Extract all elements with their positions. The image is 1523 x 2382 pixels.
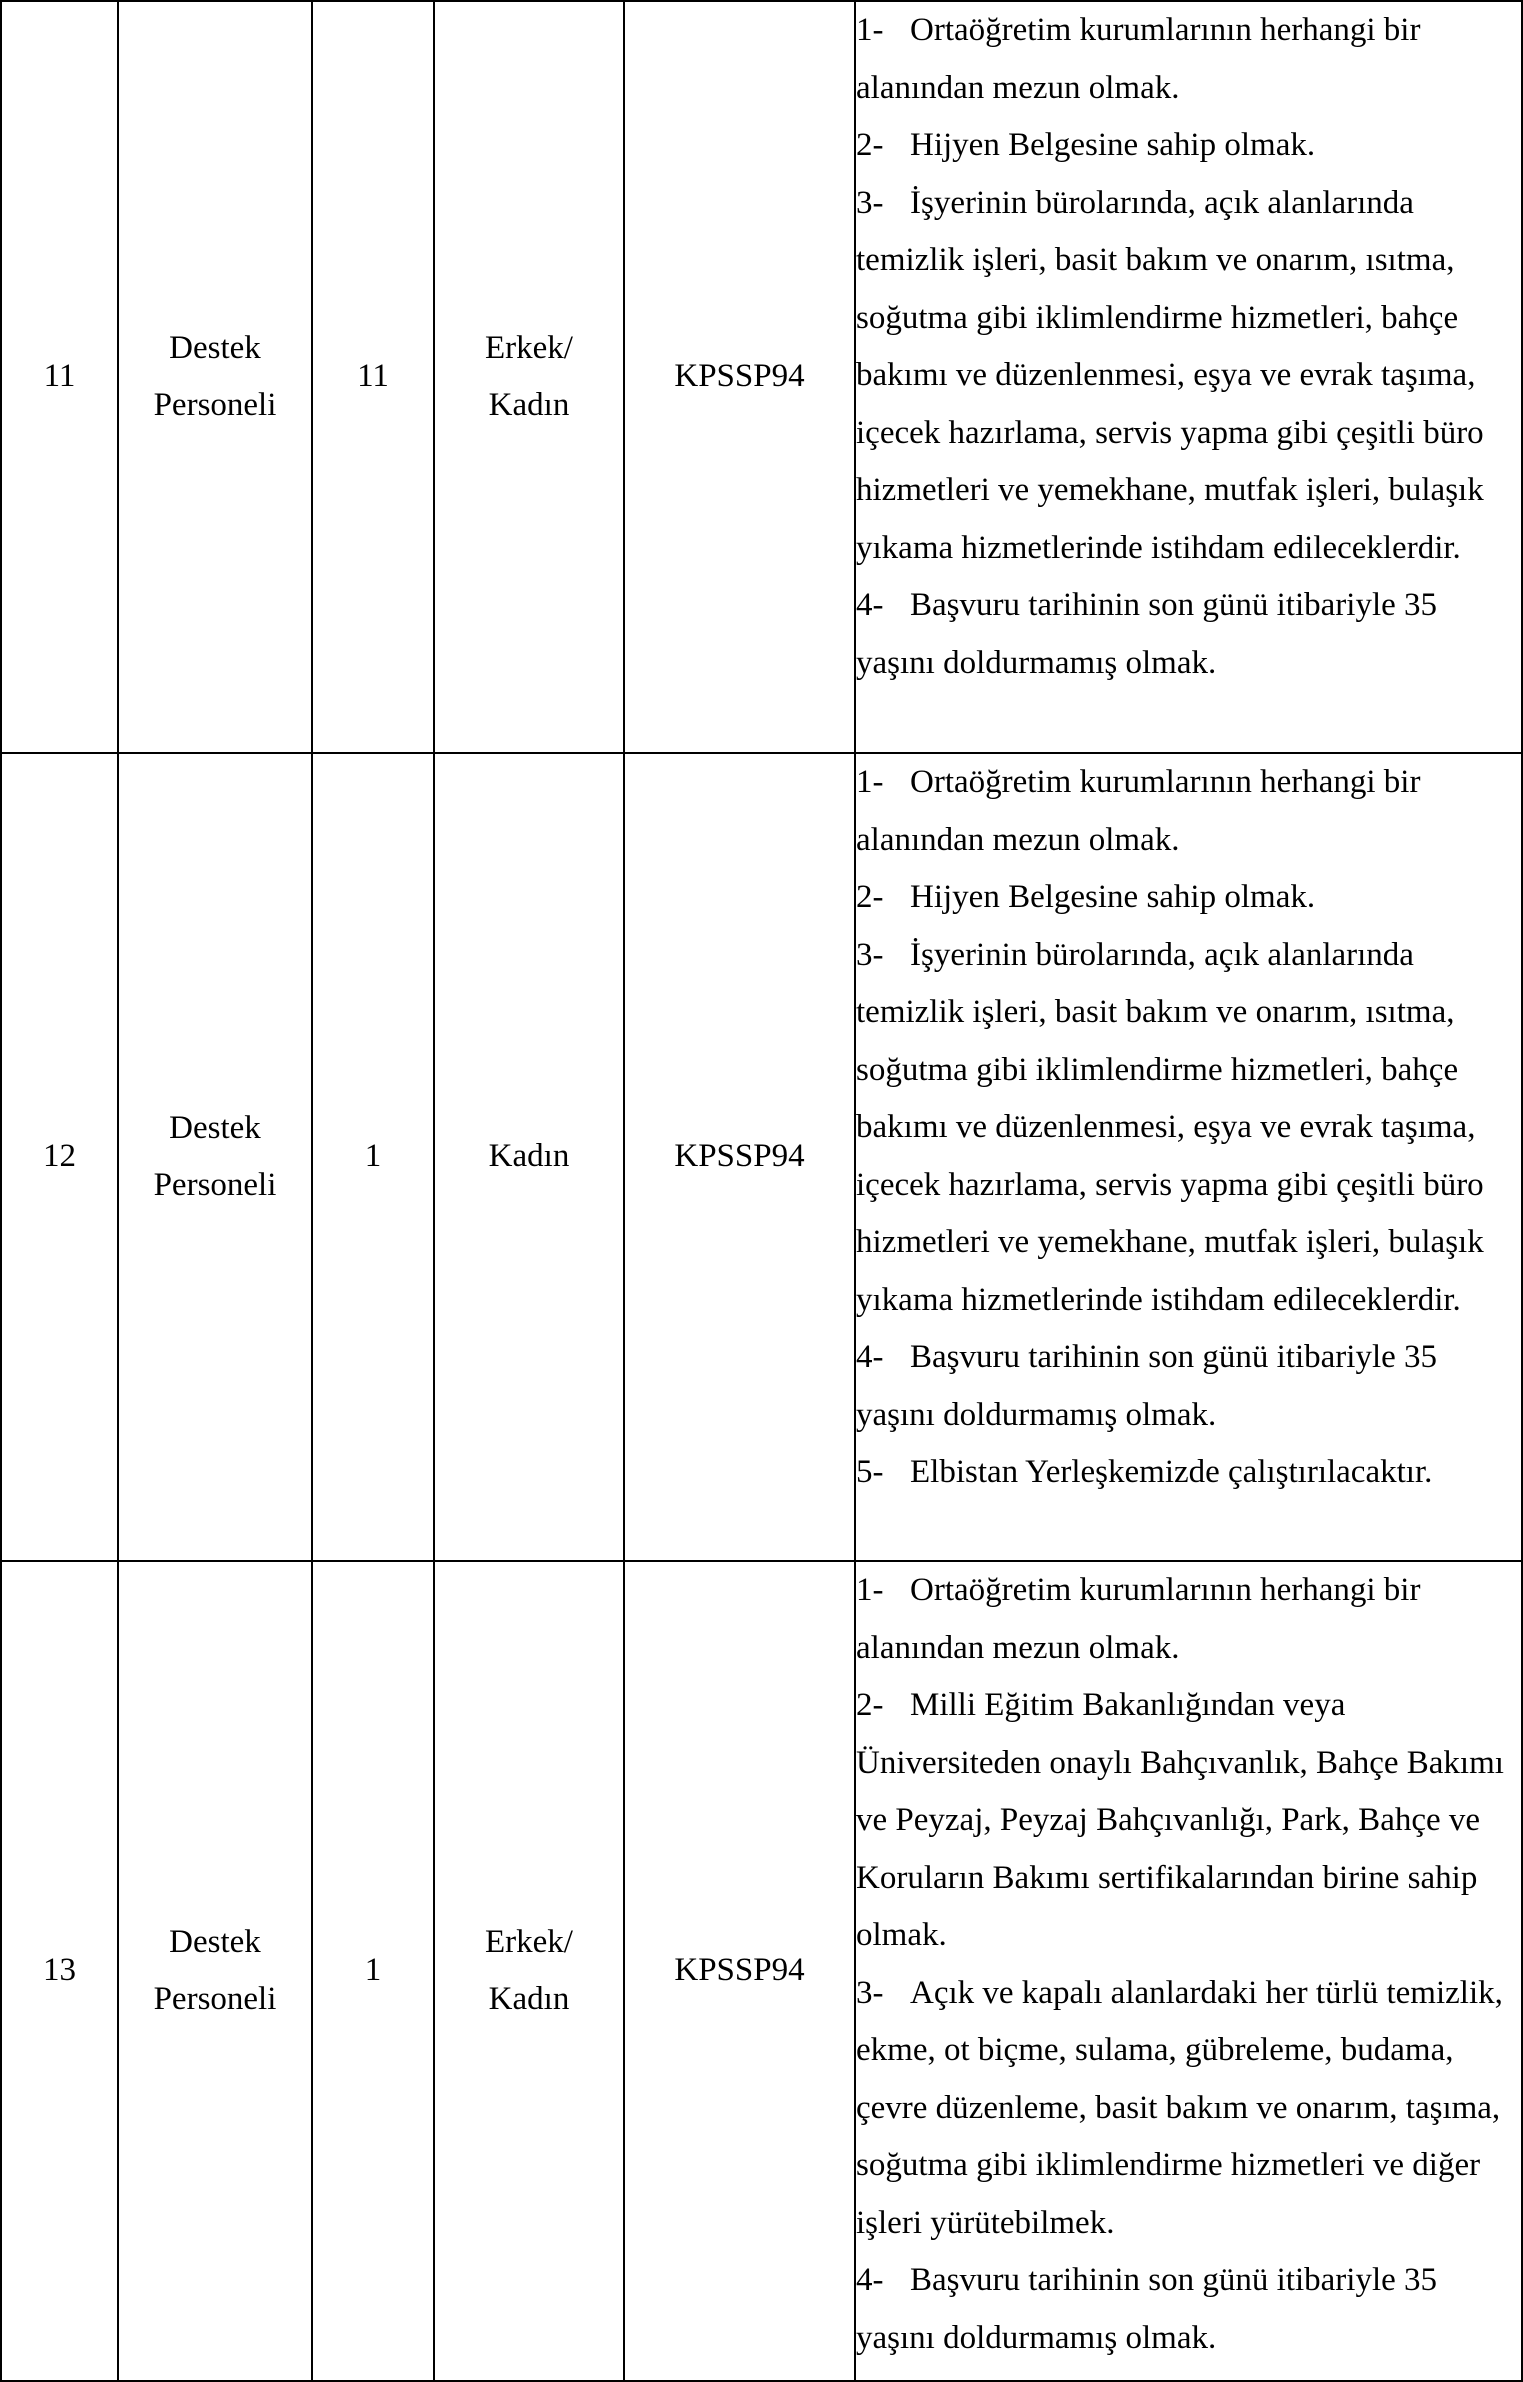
table-row (1, 753, 1522, 1561)
position-requirements (855, 753, 1522, 1561)
position-requirements (855, 1, 1522, 753)
requirement-text: Ortaöğretim kurumlarının herhangi bir alanından mezun olmak. (856, 764, 1421, 858)
position-count: 1 (312, 753, 434, 1561)
position-gender-line2: Kadın (488, 1981, 570, 2017)
requirement-item (856, 2, 1521, 117)
requirement-number: 2- (856, 127, 884, 163)
requirement-text: Ortaöğretim kurumlarının herhangi bir alanından mezun olmak. (856, 12, 1421, 106)
requirement-text: Başvuru tarihinin son günü itibariyle 35 yaşını doldurmamış olmak. (856, 587, 1438, 681)
requirement-item (856, 754, 1521, 869)
requirements-list (856, 2, 1521, 692)
position-gender-line1: Erkek/ (485, 1923, 573, 1960)
requirement-item (856, 175, 1521, 578)
requirement-text: Hijyen Belgesine sahip olmak. (910, 879, 1316, 915)
requirement-number: 1- (856, 764, 884, 800)
requirement-number: 1- (856, 12, 884, 48)
position-gender (434, 753, 624, 1561)
requirement-text: İşyerinin bürolarında, açık alanlarında temizlik işleri, basit bakım ve onarım, ısıtma, soğutma gibi iklimlendirme hizmetleri, bahçe bakımı ve düzenlenmesi, eşya ve evrak taşıma, içecek hazırlama, servis yapma gibi çeşitli büro hizmetleri ve yemekhane, mutfak işleri, bulaşık yıkama hizmetlerinde istihdam edileceklerdir. (856, 184, 1484, 566)
position-gender-line2: Kadın (488, 387, 570, 423)
requirement-item (856, 577, 1521, 692)
position-title-line2: Personeli (153, 1981, 277, 2017)
position-gender (434, 1561, 624, 2381)
position-requirements (855, 1561, 1522, 2381)
requirement-number: 1- (856, 1572, 884, 1608)
position-title (118, 753, 312, 1561)
position-title-line2: Personeli (153, 387, 277, 423)
requirement-item (856, 1329, 1521, 1444)
requirements-list (856, 754, 1521, 1502)
position-title-line1: Destek (169, 1109, 261, 1146)
requirement-item (856, 927, 1521, 1330)
position-title-line1: Destek (169, 329, 261, 366)
position-number: 13 (1, 1561, 118, 2381)
requirement-text: Milli Eğitim Bakanlığından veya Üniversiteden onaylı Bahçıvanlık, Bahçe Bakımı ve Peyzaj, Peyzaj Bahçıvanlığı, Park, Bahçe ve Koruların Bakımı sertifikalarından birine sahip olmak. (856, 1687, 1504, 1953)
position-title-line2: Personeli (153, 1167, 277, 1203)
position-title (118, 1561, 312, 2381)
requirement-number: 4- (856, 587, 884, 623)
position-gender-line1: Erkek/ (485, 329, 573, 366)
position-title-line1: Destek (169, 1923, 261, 1960)
requirement-item (856, 117, 1521, 175)
requirement-text: Hijyen Belgesine sahip olmak. (910, 127, 1316, 163)
requirement-number: 3- (856, 1974, 884, 2011)
position-score-type: KPSSP94 (624, 1561, 855, 2381)
position-score-type: KPSSP94 (624, 1, 855, 753)
position-gender (434, 1, 624, 753)
requirement-item (856, 869, 1521, 927)
requirement-number: 4- (856, 1339, 884, 1375)
requirement-item (856, 1965, 1521, 2253)
requirement-number: 3- (856, 184, 884, 221)
requirement-text: Başvuru tarihinin son günü itibariyle 35 yaşını doldurmamış olmak. (856, 2262, 1438, 2356)
requirement-text: Başvuru tarihinin son günü itibariyle 35 yaşını doldurmamış olmak. (856, 1339, 1438, 1433)
table-row (1, 1561, 1522, 2381)
position-score-type: KPSSP94 (624, 753, 855, 1561)
requirement-number: 5- (856, 1454, 884, 1490)
position-count: 11 (312, 1, 434, 753)
requirement-item (856, 1562, 1521, 1677)
requirement-item (856, 2252, 1521, 2367)
requirement-number: 2- (856, 1687, 884, 1723)
requirement-text: Açık ve kapalı alanlardaki her türlü temizlik, ekme, ot biçme, sulama, gübreleme, budama, çevre düzenleme, basit bakım ve onarım, taşıma, soğutma gibi iklimlendirme hizmetleri ve diğer işleri yürütebilmek. (856, 1974, 1503, 2241)
position-count: 1 (312, 1561, 434, 2381)
requirement-number: 4- (856, 2262, 884, 2298)
requirement-number: 2- (856, 879, 884, 915)
position-title (118, 1, 312, 753)
requirement-number: 3- (856, 936, 884, 973)
requirements-list (856, 1562, 1521, 2367)
requirement-item (856, 1677, 1521, 1965)
position-gender-line1: Kadın (488, 1138, 570, 1175)
requirement-item (856, 1444, 1521, 1502)
requirement-text: İşyerinin bürolarında, açık alanlarında temizlik işleri, basit bakım ve onarım, ısıtma, soğutma gibi iklimlendirme hizmetleri, bahçe bakımı ve düzenlenmesi, eşya ve evrak taşıma, içecek hazırlama, servis yapma gibi çeşitli büro hizmetleri ve yemekhane, mutfak işleri, bulaşık yıkama hizmetlerinde istihdam edileceklerdir. (856, 936, 1484, 1318)
position-number: 12 (1, 753, 118, 1561)
position-number: 11 (1, 1, 118, 753)
requirement-text: Elbistan Yerleşkemizde çalıştırılacaktır. (910, 1454, 1433, 1490)
table-row (1, 1, 1522, 753)
requirement-text: Ortaöğretim kurumlarının herhangi bir alanından mezun olmak. (856, 1572, 1421, 1666)
